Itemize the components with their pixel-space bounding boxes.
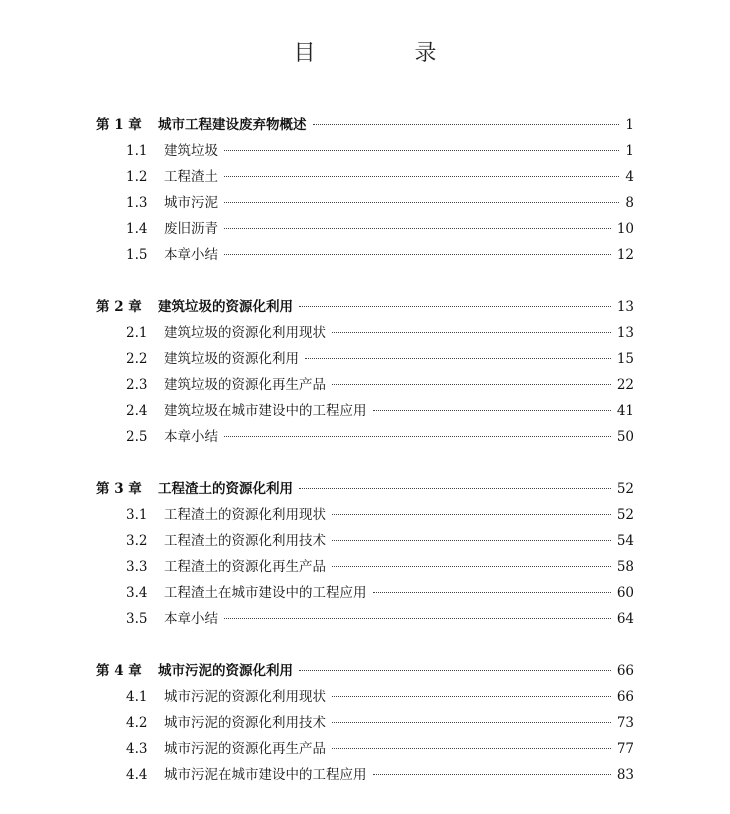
entry-title: 城市污泥的资源化利用 bbox=[158, 663, 293, 679]
entry-number: 2.1 bbox=[126, 325, 148, 341]
dot-leader bbox=[305, 358, 611, 359]
entry-page-number: 8 bbox=[625, 195, 634, 211]
entry-title: 工程渣土在城市建设中的工程应用 bbox=[164, 585, 367, 601]
toc-chapter-entry[interactable] bbox=[0, 112, 730, 138]
toc-section-entry[interactable] bbox=[0, 138, 730, 164]
entry-title: 建筑垃圾的资源化利用现状 bbox=[164, 325, 326, 341]
toc-chapter-entry[interactable] bbox=[0, 294, 730, 320]
dot-leader bbox=[332, 748, 611, 749]
dot-leader bbox=[332, 722, 611, 723]
toc-section-entry[interactable] bbox=[0, 320, 730, 346]
toc-section-entry[interactable] bbox=[0, 372, 730, 398]
dot-leader bbox=[332, 384, 611, 385]
entry-number: 4.3 bbox=[126, 741, 148, 757]
entry-page-number: 64 bbox=[616, 611, 634, 627]
entry-page-number: 58 bbox=[616, 559, 634, 575]
toc-section-entry[interactable] bbox=[0, 502, 730, 528]
entry-title: 城市污泥的资源化再生产品 bbox=[164, 741, 326, 757]
entry-number: 3.3 bbox=[126, 559, 148, 575]
toc-section-entry[interactable] bbox=[0, 580, 730, 606]
dot-leader bbox=[332, 696, 611, 697]
entry-page-number: 77 bbox=[616, 741, 634, 757]
entry-number: 第 1 章 bbox=[96, 117, 142, 133]
entry-title: 建筑垃圾在城市建设中的工程应用 bbox=[164, 403, 367, 419]
toc-section-entry[interactable] bbox=[0, 346, 730, 372]
entry-number: 1.2 bbox=[126, 169, 148, 185]
entry-title: 本章小结 bbox=[164, 611, 218, 627]
entry-page-number: 22 bbox=[616, 377, 634, 393]
toc-section-entry[interactable] bbox=[0, 164, 730, 190]
entry-page-number: 13 bbox=[616, 325, 634, 341]
entry-number: 1.5 bbox=[126, 247, 148, 263]
toc-section-entry[interactable] bbox=[0, 242, 730, 268]
entry-number: 4.4 bbox=[126, 767, 148, 783]
dot-leader bbox=[332, 540, 611, 541]
toc-section-entry[interactable] bbox=[0, 216, 730, 242]
entry-title: 工程渣土的资源化利用技术 bbox=[164, 533, 326, 549]
entry-page-number: 73 bbox=[616, 715, 634, 731]
entry-number: 1.4 bbox=[126, 221, 148, 237]
entry-title: 本章小结 bbox=[164, 247, 218, 263]
entry-number: 第 2 章 bbox=[96, 299, 142, 315]
entry-page-number: 60 bbox=[616, 585, 634, 601]
entry-page-number: 1 bbox=[625, 117, 634, 133]
toc-section-entry[interactable] bbox=[0, 190, 730, 216]
entry-title: 工程渣土的资源化利用现状 bbox=[164, 507, 326, 523]
entry-title: 建筑垃圾 bbox=[164, 143, 218, 159]
entry-page-number: 66 bbox=[616, 663, 634, 679]
dot-leader bbox=[332, 332, 611, 333]
dot-leader bbox=[224, 228, 611, 229]
entry-page-number: 13 bbox=[616, 299, 634, 315]
entry-page-number: 52 bbox=[616, 507, 634, 523]
entry-title: 工程渣土的资源化再生产品 bbox=[164, 559, 326, 575]
entry-number: 2.2 bbox=[126, 351, 148, 367]
toc-chapter-block bbox=[0, 658, 730, 788]
entry-page-number: 12 bbox=[616, 247, 634, 263]
entry-title: 城市污泥的资源化利用技术 bbox=[164, 715, 326, 731]
entry-title: 城市污泥的资源化利用现状 bbox=[164, 689, 326, 705]
page-title: 目 录 bbox=[293, 41, 483, 66]
dot-leader bbox=[299, 670, 611, 671]
entry-number: 2.3 bbox=[126, 377, 148, 393]
entry-number: 2.4 bbox=[126, 403, 148, 419]
entry-page-number: 41 bbox=[616, 403, 634, 419]
entry-number: 3.1 bbox=[126, 507, 148, 523]
entry-number: 1.1 bbox=[126, 143, 148, 159]
entry-number: 第 4 章 bbox=[96, 663, 142, 679]
toc-chapter-entry[interactable] bbox=[0, 658, 730, 684]
entry-number: 3.2 bbox=[126, 533, 148, 549]
entry-title: 建筑垃圾的资源化利用 bbox=[164, 351, 299, 367]
dot-leader bbox=[373, 410, 611, 411]
entry-title: 工程渣土的资源化利用 bbox=[158, 481, 293, 497]
dot-leader bbox=[313, 124, 620, 125]
dot-leader bbox=[224, 150, 619, 151]
toc-section-entry[interactable] bbox=[0, 528, 730, 554]
entry-page-number: 66 bbox=[616, 689, 634, 705]
entry-title: 城市污泥 bbox=[164, 195, 218, 211]
dot-leader bbox=[224, 436, 611, 437]
toc-chapter-block bbox=[0, 112, 730, 268]
entry-number: 1.3 bbox=[126, 195, 148, 211]
entry-page-number: 15 bbox=[616, 351, 634, 367]
entry-title: 工程渣土 bbox=[164, 169, 218, 185]
dot-leader bbox=[332, 514, 611, 515]
entry-number: 第 3 章 bbox=[96, 481, 142, 497]
toc-section-entry[interactable] bbox=[0, 554, 730, 580]
entry-page-number: 10 bbox=[616, 221, 634, 237]
entry-title: 城市工程建设废弃物概述 bbox=[158, 117, 307, 133]
entry-title: 建筑垃圾的资源化再生产品 bbox=[164, 377, 326, 393]
entry-number: 4.1 bbox=[126, 689, 148, 705]
entry-number: 2.5 bbox=[126, 429, 148, 445]
dot-leader bbox=[224, 202, 619, 203]
dot-leader bbox=[299, 306, 611, 307]
entry-page-number: 83 bbox=[616, 767, 634, 783]
dot-leader bbox=[224, 618, 611, 619]
dot-leader bbox=[224, 254, 611, 255]
entry-page-number: 1 bbox=[625, 143, 634, 159]
dot-leader bbox=[224, 176, 619, 177]
toc-section-entry[interactable] bbox=[0, 606, 730, 632]
table-of-contents bbox=[0, 112, 730, 814]
entry-page-number: 54 bbox=[616, 533, 634, 549]
entry-page-number: 50 bbox=[616, 429, 634, 445]
entry-page-number: 4 bbox=[625, 169, 634, 185]
dot-leader bbox=[373, 774, 611, 775]
toc-section-entry[interactable] bbox=[0, 710, 730, 736]
toc-chapter-block bbox=[0, 294, 730, 450]
entry-title: 建筑垃圾的资源化利用 bbox=[158, 299, 293, 315]
entry-title: 废旧沥青 bbox=[164, 221, 218, 237]
toc-chapter-entry[interactable] bbox=[0, 476, 730, 502]
dot-leader bbox=[373, 592, 611, 593]
entry-number: 4.2 bbox=[126, 715, 148, 731]
entry-page-number: 52 bbox=[616, 481, 634, 497]
dot-leader bbox=[299, 488, 611, 489]
toc-section-entry[interactable] bbox=[0, 398, 730, 424]
toc-chapter-block bbox=[0, 476, 730, 632]
entry-title: 城市污泥在城市建设中的工程应用 bbox=[164, 767, 367, 783]
toc-section-entry[interactable] bbox=[0, 684, 730, 710]
toc-section-entry[interactable] bbox=[0, 762, 730, 788]
entry-number: 3.4 bbox=[126, 585, 148, 601]
dot-leader bbox=[332, 566, 611, 567]
toc-section-entry[interactable] bbox=[0, 736, 730, 762]
toc-section-entry[interactable] bbox=[0, 424, 730, 450]
entry-title: 本章小结 bbox=[164, 429, 218, 445]
entry-number: 3.5 bbox=[126, 611, 148, 627]
